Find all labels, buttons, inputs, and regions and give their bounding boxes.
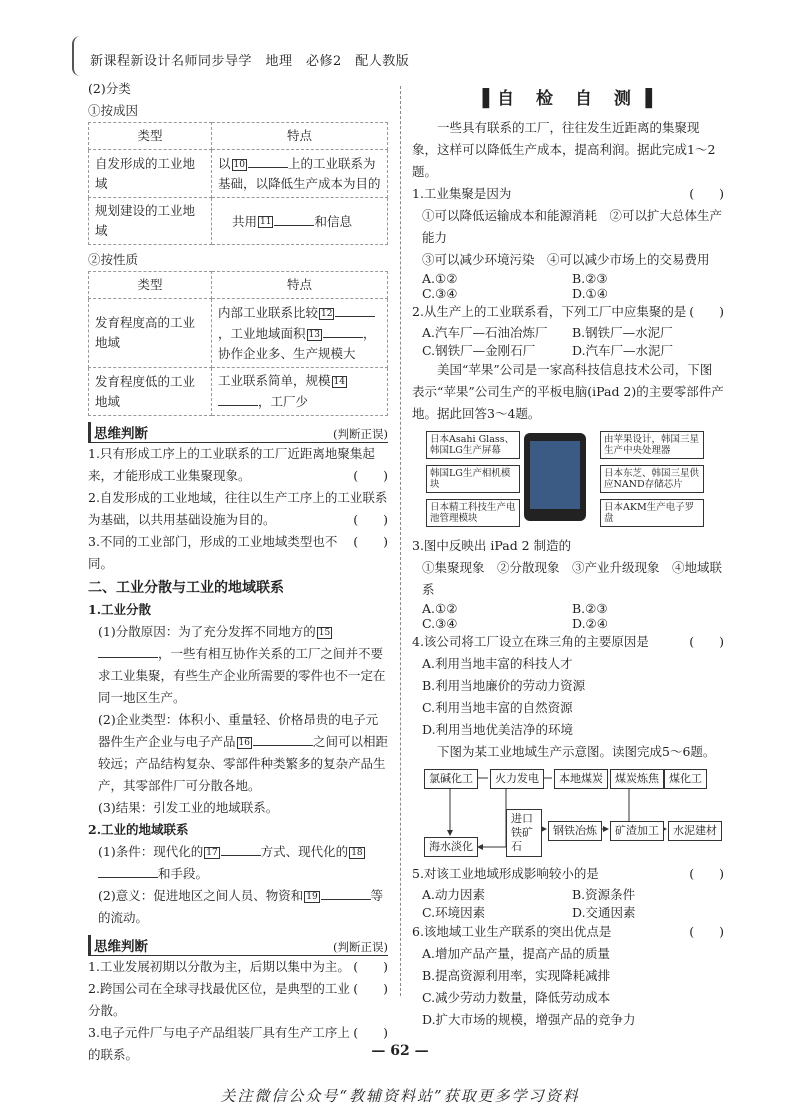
fill-blank[interactable] — [335, 302, 375, 317]
flow-box: 钢铁冶炼 — [548, 821, 602, 841]
option-a[interactable]: A.①② — [422, 601, 458, 616]
question: 5.对该工业地域形成影响较小的是 ( ) — [412, 866, 724, 881]
option-c[interactable]: C.③④ — [422, 616, 458, 631]
nature-table — [88, 271, 388, 416]
option-c[interactable]: C.利用当地丰富的自然资源 — [422, 700, 573, 715]
paragraph: (2)意义：促进地区之间人员、物资和 19 等的流动。 — [88, 885, 388, 929]
option-d[interactable]: D.交通因素 — [572, 905, 636, 920]
table-cell: 工业联系简单，规模 14，工厂少 — [212, 368, 388, 416]
option-b[interactable]: B.利用当地廉价的劳动力资源 — [422, 678, 586, 693]
table-cell: 自发形成的工业地域 — [89, 150, 212, 198]
judge-item: 1.工业发展初期以分散为主，后期以集中为主。 ( ) — [88, 959, 388, 974]
flow-box: 煤化工 — [664, 769, 707, 789]
paragraph: 美国“苹果”公司是一家高科技信息技术公司，下图表示“苹果”公司生产的平板电脑(iPad 2)的主要零部件产地。据此回答3～4题。 — [412, 362, 724, 421]
cause-table — [88, 122, 388, 245]
table-header: 类型 — [89, 272, 212, 299]
options — [412, 885, 724, 903]
fill-blank[interactable] — [98, 863, 158, 878]
option-d[interactable]: D.扩大市场的规模，增强产品的竞争力 — [422, 1012, 636, 1027]
table-cell: 规划建设的工业地域 — [89, 198, 212, 245]
options — [412, 601, 724, 616]
option-b[interactable]: B.②③ — [572, 271, 608, 286]
table-header: 特点 — [212, 272, 388, 299]
fill-blank[interactable] — [321, 885, 371, 900]
industrial-flow-diagram — [412, 767, 724, 857]
section-heading: 二、工业分散与工业的地域联系 — [88, 580, 284, 596]
option-b[interactable]: B.提高资源利用率，实现降耗减排 — [422, 968, 611, 983]
subsection-label: ②按性质 — [88, 252, 139, 267]
statement: ③可以减少环境污染 ④可以减少市场上的交易费用 — [422, 252, 710, 267]
paragraph: 一些具有联系的工厂，往往发生近距离的集聚现象，这样可以降低生产成本，提高利润。据此完成1～2题。 — [412, 120, 716, 179]
ipad-icon — [524, 433, 586, 521]
flow-box: 进口铁矿石 — [506, 809, 542, 857]
think-judge-heading: 思维判断 (判断正误) — [88, 935, 388, 956]
options — [412, 903, 724, 921]
option-c[interactable]: C.③④ — [422, 286, 458, 301]
flow-box: 氯碱化工 — [424, 769, 478, 789]
fill-blank[interactable] — [218, 391, 258, 406]
option-b[interactable]: B.资源条件 — [572, 887, 636, 902]
paragraph: (1)分散原因：为了充分发挥不同地方的 15，一些有相互协作关系的工厂之间并不要求工业集聚，有些生产企业所需要的零件也不一定在同一地区生产。 — [98, 624, 386, 705]
fill-blank[interactable] — [248, 153, 288, 168]
subsection-heading: 1.工业分散 — [88, 602, 152, 617]
judge-item: 2.跨国公司在全球寻找最优区位，是典型的工业分散。 ( ) — [88, 981, 388, 1018]
self-check-title: ▐自 检 自 测▐ — [476, 89, 660, 109]
component-box: 日本Asahi Glass、韩国LG生产屏幕 — [426, 431, 520, 459]
fill-blank[interactable] — [274, 211, 314, 226]
option-d[interactable]: D.①④ — [572, 286, 608, 301]
component-box: 韩国LG生产相机模块 — [426, 465, 520, 493]
flow-box: 水泥建材 — [668, 821, 722, 841]
option-d[interactable]: D.利用当地优美洁净的环境 — [422, 722, 574, 737]
table-cell: 共用 11 和信息 — [212, 198, 388, 245]
table-cell: 以 10 上的工业联系为基础，以降低生产成本为目的 — [212, 150, 388, 198]
option-c[interactable]: C.环境因素 — [422, 905, 486, 920]
option-a[interactable]: A.利用当地丰富的科技人才 — [422, 656, 573, 671]
table-header: 类型 — [89, 123, 212, 150]
options — [412, 341, 724, 359]
options — [412, 616, 724, 631]
paragraph: (1)条件：现代化的 17 方式、现代化的 18和手段。 — [88, 841, 388, 885]
section-label: (2)分类 — [88, 81, 131, 96]
question: 4.该公司将工厂设立在珠三角的主要原因是 ( ) — [412, 634, 724, 649]
subsection-label: ①按成因 — [88, 103, 139, 118]
flow-box: 海水淡化 — [424, 837, 478, 857]
fill-blank[interactable] — [221, 841, 261, 856]
fill-blank[interactable] — [253, 731, 313, 746]
component-box: 日本AKM生产电子罗盘 — [600, 499, 704, 527]
column-divider — [400, 86, 401, 996]
table-header: 特点 — [212, 123, 388, 150]
flow-box: 火力发电 — [490, 769, 544, 789]
right-column — [412, 78, 724, 1031]
component-box: 日本精工科技生产电池管理模块 — [426, 499, 520, 527]
component-box: 日本东芝、韩国三星供应NAND存储芯片 — [600, 465, 704, 493]
think-judge-heading: 思维判断 (判断正误) — [88, 422, 388, 443]
statement: ①可以降低运输成本和能源消耗 ②可以扩大总体生产能力 — [422, 208, 723, 245]
page-header: 新课程新设计名师同步导学 地理 必修2 配人教版 — [90, 54, 410, 69]
fill-blank[interactable] — [323, 323, 363, 338]
flow-box: 煤炭炼焦 — [610, 769, 664, 789]
component-box: 由苹果设计，韩国三星生产中央处理器 — [600, 431, 704, 459]
judge-item: 3.电子元件厂与电子产品组装厂具有生产工序上的联系。 ( ) — [88, 1025, 388, 1062]
option-a[interactable]: A.增加产品产量，提高产品的质量 — [422, 946, 611, 961]
flow-box: 本地煤炭 — [554, 769, 608, 789]
table-cell: 内部工业联系比较 12，工业地域面积 13 ，协作企业多、生产规模大 — [212, 299, 388, 368]
option-c[interactable]: C.减少劳动力数量，降低劳动成本 — [422, 990, 611, 1005]
judge-item: 1.只有形成工序上的工业联系的工厂近距离地聚集起来，才能形成工业集聚现象。 ( ) — [88, 446, 388, 483]
judge-item: 2.自发形成的工业地域，往往以生产工序上的工业联系为基础，以共用基础设施为目的。 ( ) — [88, 490, 388, 527]
option-d[interactable]: D.②④ — [572, 616, 608, 631]
subsection-heading: 2.工业的地域联系 — [88, 822, 189, 837]
question: 3.图中反映出 iPad 2 制造的 — [412, 538, 572, 553]
table-cell: 发育程度高的工业地域 — [89, 299, 212, 368]
header-bracket — [72, 36, 82, 76]
options — [412, 323, 724, 341]
paragraph: (3)结果：引发工业的地域联系。 — [98, 800, 279, 815]
option-c[interactable]: C.钢铁厂—金刚石厂 — [422, 343, 536, 358]
flow-box: 矿渣加工 — [610, 821, 664, 841]
fill-blank[interactable] — [98, 643, 158, 658]
option-a[interactable]: A.①② — [422, 271, 458, 286]
option-a[interactable]: A.动力因素 — [422, 887, 486, 902]
options — [412, 271, 724, 286]
option-d[interactable]: D.汽车厂—水泥厂 — [572, 343, 674, 358]
option-a[interactable]: A.汽车厂—石油冶炼厂 — [422, 325, 548, 340]
question: 6.该地域工业生产联系的突出优点是 ( ) — [412, 924, 724, 939]
options — [412, 286, 724, 301]
footer-note: 关注微信公众号“教辅资料站”获取更多学习资料 — [220, 1087, 580, 1105]
ipad-components-diagram — [412, 429, 724, 529]
page-number: — 62 — — [371, 1043, 429, 1059]
table-cell: 发育程度低的工业地域 — [89, 368, 212, 416]
judge-item: 3.不同的工业部门，形成的工业地域类型也不同。 ( ) — [88, 534, 388, 571]
paragraph: 下图为某工业地域生产示意图。读图完成5～6题。 — [437, 744, 716, 759]
statement: ①集聚现象 ②分散现象 ③产业升级现象 ④地域联系 — [422, 560, 723, 597]
option-b[interactable]: B.钢铁厂—水泥厂 — [572, 325, 673, 340]
paragraph: (2)企业类型：体积小、重量轻、价格昂贵的电子元器件生产企业与电子产品 16 之间可以相距较远；产品结构复杂、零部件种类繁多的复杂产品生产，其零部件厂可分散各地。 — [98, 712, 388, 793]
left-column — [88, 78, 388, 1066]
question: 2.从生产上的工业联系看，下列工厂中应集聚的是 ( ) — [412, 304, 724, 319]
option-b[interactable]: B.②③ — [572, 601, 608, 616]
question: 1.工业集聚是因为 ( ) — [412, 186, 724, 201]
